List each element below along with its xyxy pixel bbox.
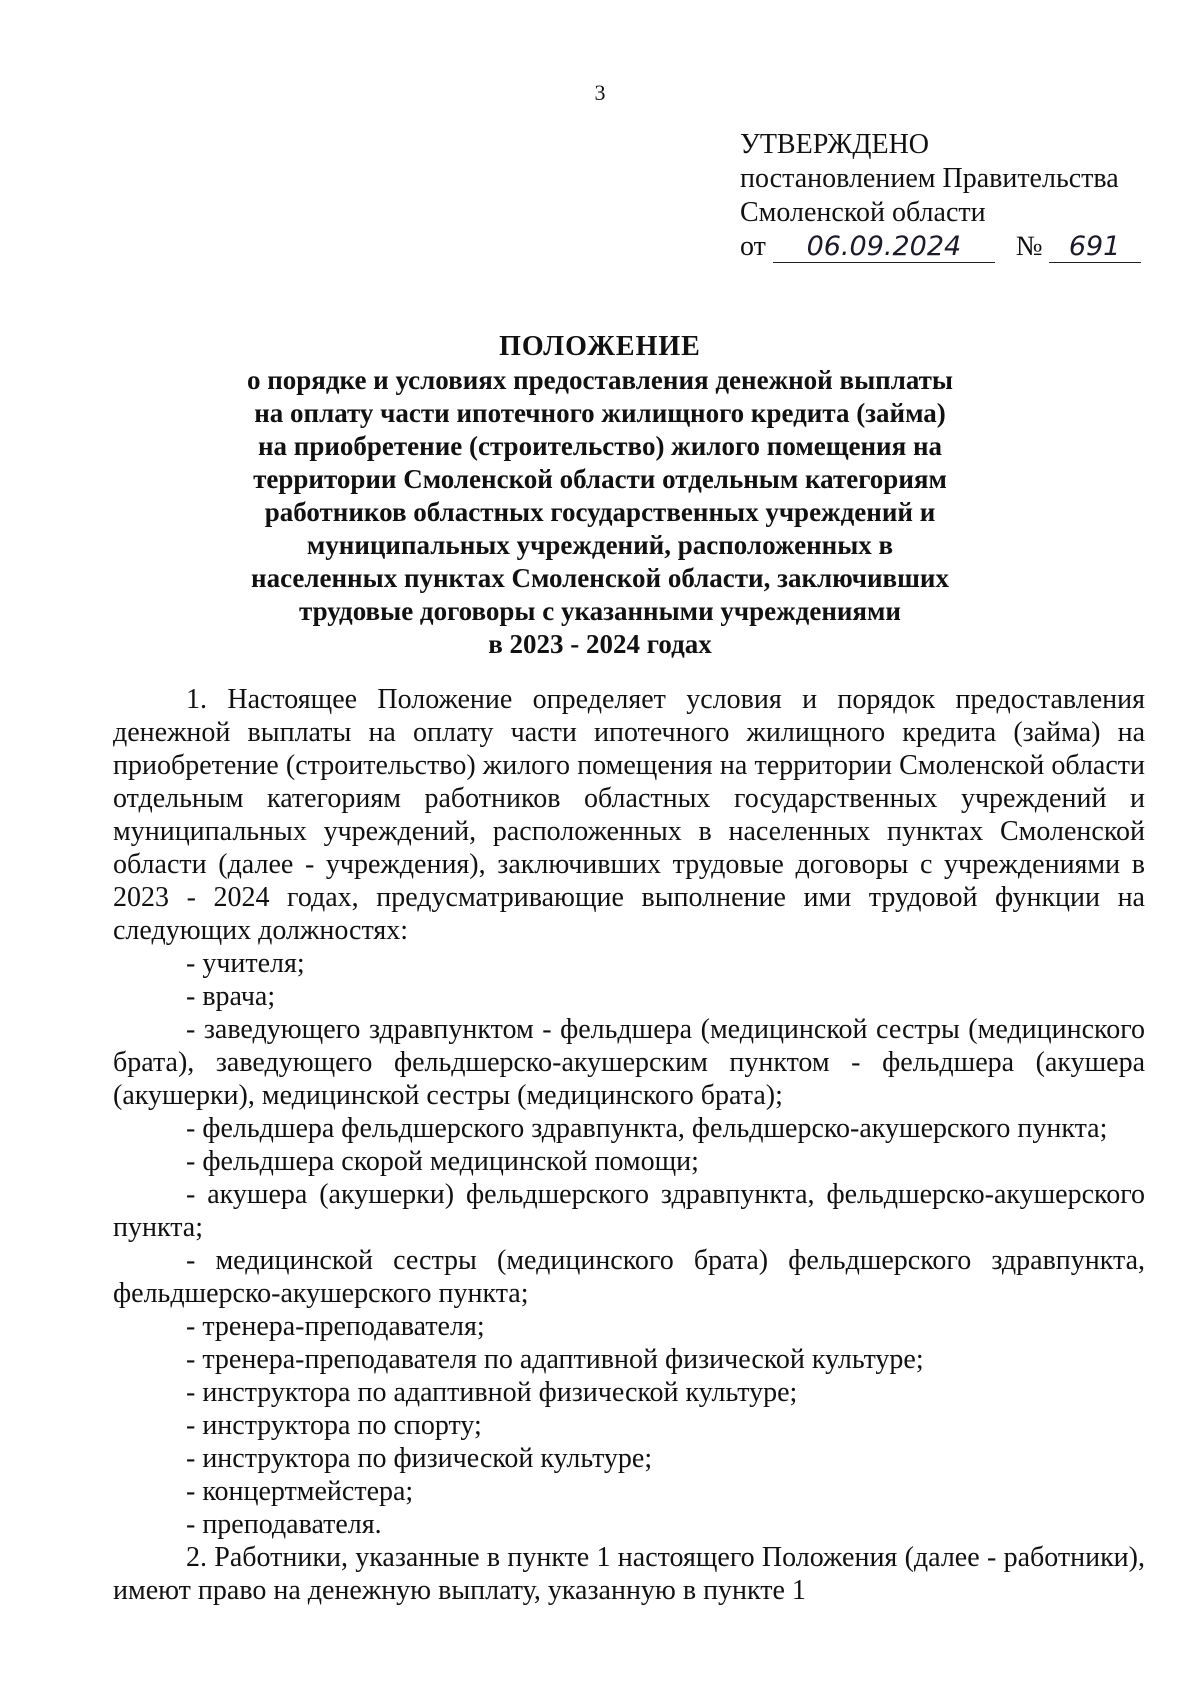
document-title-block [0, 330, 1200, 661]
list-item: - медицинской сестры (медицинского брата) фельдшерского здравпункта, фельдшерско-акушерского пункта; [113, 1245, 1145, 1309]
number-label: № [1015, 231, 1043, 262]
list-item: - преподавателя. [186, 1509, 382, 1540]
list-item: - врача; [186, 981, 276, 1012]
date-prefix: от [740, 231, 766, 262]
title-line: на приобретение (строительство) жилого помещения на [257, 431, 943, 461]
list-item: - тренера-преподавателя; [186, 1311, 485, 1342]
list-item: - тренера-преподавателя по адаптивной физической культуре; [186, 1344, 924, 1375]
title-line: муниципальных учреждений, расположенных в [306, 530, 894, 560]
title-line: территории Смоленской области отдельным категориям [253, 464, 947, 494]
list-item: - учителя; [186, 948, 305, 979]
approval-region: Смоленской области [740, 197, 986, 228]
page-number: 3 [594, 80, 606, 105]
list-item: - акушера (акушерки) фельдшерского здравпункта, фельдшерско-акушерского пункта; [113, 1179, 1145, 1243]
list-item: - инструктора по спорту; [186, 1410, 482, 1441]
title-line: о порядке и условиях предоставления денежной выплаты [246, 365, 954, 395]
title-line: на оплату части ипотечного жилищного кредита (займа) [254, 398, 946, 428]
paragraph-1: 1. Настоящее Положение определяет условия и порядок предоставления денежной выплаты на оплату части ипотечного жилищного кредита (займа) на приобретение (строительство) жилого помещения на территории Смоленской области отдельным категориям работников областных государственных учреждений и муниципальных учреждений, расположенных в населенных пунктах Смоленской области (далее - учреждения), заключивших трудовые договоры с учреждениями в 2023 - 2024 годах, предусматривающие выполнение ими трудовой функции на следующих должностях: [113, 684, 1145, 946]
list-item: - инструктора по физической культуре; [186, 1443, 653, 1474]
title-line: трудовые договоры с указанными учреждениями [299, 596, 901, 626]
approval-authority: постановлением Правительства [740, 163, 1119, 194]
list-item: - инструктора по адаптивной физической культуре; [186, 1377, 798, 1408]
document-heading: ПОЛОЖЕНИЕ [499, 331, 701, 362]
approval-stamp-block [740, 128, 1141, 264]
title-line: населенных пунктах Смоленской области, заключивших [251, 563, 949, 593]
handwritten-date: 06.09.2024 [773, 232, 995, 263]
list-item: - заведующего здравпунктом - фельдшера (медицинской сестры (медицинского брата), заведующего фельдшерско-акушерским пунктом - фельдшера (акушера (акушерки), медицинской сестры (медицинского брата); [113, 1014, 1145, 1111]
title-line: работников областных государственных учреждений и [264, 497, 936, 527]
list-item: - концертмейстера; [186, 1476, 414, 1507]
document-body [113, 683, 1145, 1607]
approval-date-number-line [740, 230, 1141, 264]
paragraph-2: 2. Работники, указанные в пункте 1 настоящего Положения (далее - работники), имеют право на денежную выплату, указанную в пункте 1 [113, 1542, 1145, 1606]
handwritten-number: 691 [1049, 232, 1141, 263]
title-line: в 2023 - 2024 годах [488, 629, 712, 659]
list-item: - фельдшера скорой медицинской помощи; [186, 1146, 699, 1177]
list-item: - фельдшера фельдшерского здравпункта, фельдшерско-акушерского пункта; [186, 1113, 1108, 1144]
approval-title: УТВЕРЖДЕНО [740, 129, 930, 160]
